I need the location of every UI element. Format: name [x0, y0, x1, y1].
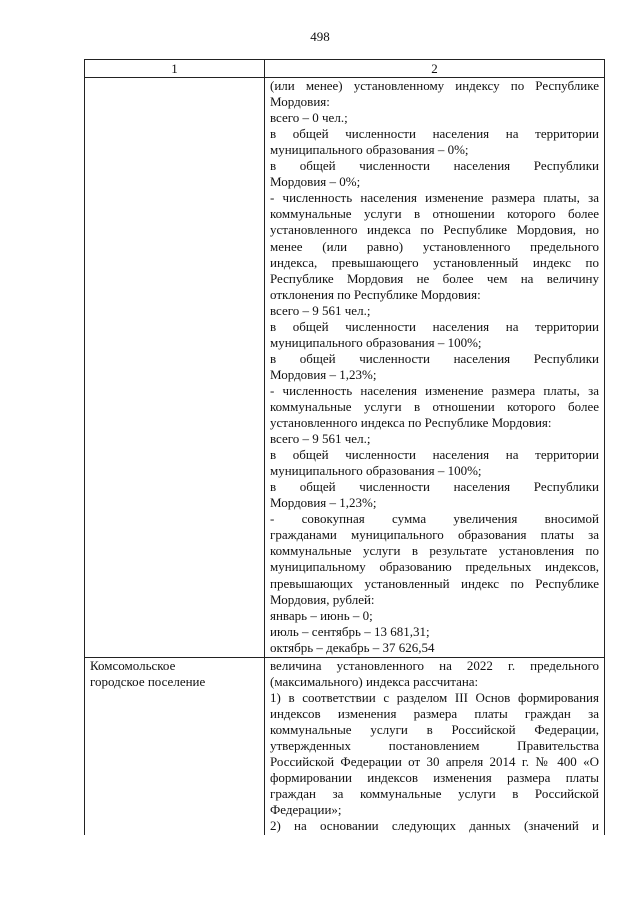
text-line: гражданами муниципального образования платы за	[270, 527, 599, 543]
table-header-row	[85, 60, 605, 78]
municipality-name-line: городское поселение	[90, 673, 206, 689]
column-header-2: 2	[265, 60, 605, 78]
text-line: январь – июнь – 0;	[270, 607, 373, 623]
text-line: муниципального образования – 100%;	[270, 463, 482, 479]
text-line: Мордовия – 1,23%;	[270, 495, 377, 511]
document-table	[84, 59, 605, 835]
text-line: 1) в соответствии с разделом III Основ формирования	[270, 689, 599, 705]
text-line: Республике Мордовия не более чем на величину	[270, 270, 599, 286]
text-line: в общей численности населения Республики	[270, 158, 599, 174]
text-line: установленного индекса по Республике Мордовия, но	[270, 222, 599, 238]
table-row	[85, 657, 605, 835]
municipality-name-line: Комсомольское	[90, 657, 176, 673]
text-line: Мордовия, рублей:	[270, 591, 375, 607]
text-line: коммунальные услуги в отношении которого более	[270, 206, 599, 222]
column-header-1: 1	[85, 60, 265, 78]
text-line: - численность населения изменение размера платы, за	[270, 190, 599, 206]
text-line: Российской Федерации от 30 апреля 2014 г. № 400 «О	[270, 754, 599, 770]
table-row	[85, 78, 605, 658]
text-line: в общей численности населения на территории	[270, 318, 599, 334]
text-line: муниципального образования – 100%;	[270, 334, 482, 350]
text-line: в общей численности населения Республики	[270, 479, 599, 495]
indicator-text-cell	[265, 78, 605, 658]
text-line: всего – 9 561 чел.;	[270, 302, 371, 318]
text-line: в общей численности населения на территории	[270, 447, 599, 463]
text-line: (или менее) установленному индексу по Республике	[270, 78, 599, 94]
index-calculation-cell	[265, 657, 605, 835]
text-line: июль – сентябрь – 13 681,31;	[270, 623, 430, 639]
text-line: всего – 0 чел.;	[270, 110, 348, 126]
text-line: формировании индексов изменения размера платы	[270, 770, 599, 786]
page-number: 498	[310, 29, 330, 44]
text-line: коммунальные услуги в отношении которого более	[270, 398, 599, 414]
municipality-cell	[85, 657, 265, 835]
text-line: коммунальные услуги в Российской Федерации,	[270, 721, 599, 737]
text-line: Федерации»;	[270, 802, 342, 818]
text-line: менее (или равно) установленного предельного	[270, 238, 599, 254]
text-line: индексов изменения размера платы граждан за	[270, 705, 599, 721]
text-line: индекса, превышающего установленный индекс по	[270, 254, 599, 270]
text-line: Мордовия – 0%;	[270, 174, 361, 190]
text-line: муниципальному образованию предельных индексов,	[270, 559, 599, 575]
text-line: - совокупная сумма увеличения вносимой	[270, 511, 599, 527]
text-line: 2) на основании следующих данных (значений и	[270, 818, 599, 834]
text-line: октябрь – декабрь – 37 626,54	[270, 639, 435, 655]
municipality-cell-empty	[85, 78, 265, 658]
text-line: в общей численности населения Республики	[270, 350, 599, 366]
text-line: превышающих установленный индекс по Республике	[270, 575, 599, 591]
text-line: отклонения по Республике Мордовия:	[270, 286, 481, 302]
text-line: муниципального образования – 0%;	[270, 142, 469, 158]
text-line: - численность населения изменение размера платы, за	[270, 382, 599, 398]
text-line: всего – 9 561 чел.;	[270, 431, 371, 447]
text-line: коммунальные услуги в результате установления по	[270, 543, 599, 559]
text-line: граждан за коммунальные услуги в Российской	[270, 786, 599, 802]
text-line: Мордовия – 1,23%;	[270, 366, 377, 382]
text-line: величина установленного на 2022 г. предельного	[270, 657, 599, 673]
text-line: (максимального) индекса рассчитана:	[270, 673, 479, 689]
text-line: в общей численности населения на территории	[270, 126, 599, 142]
text-line: утвержденных постановлением Правительства	[270, 737, 599, 753]
text-line: установленного индекса по Республике Мордовия:	[270, 415, 552, 431]
text-line: Мордовия:	[270, 94, 330, 110]
